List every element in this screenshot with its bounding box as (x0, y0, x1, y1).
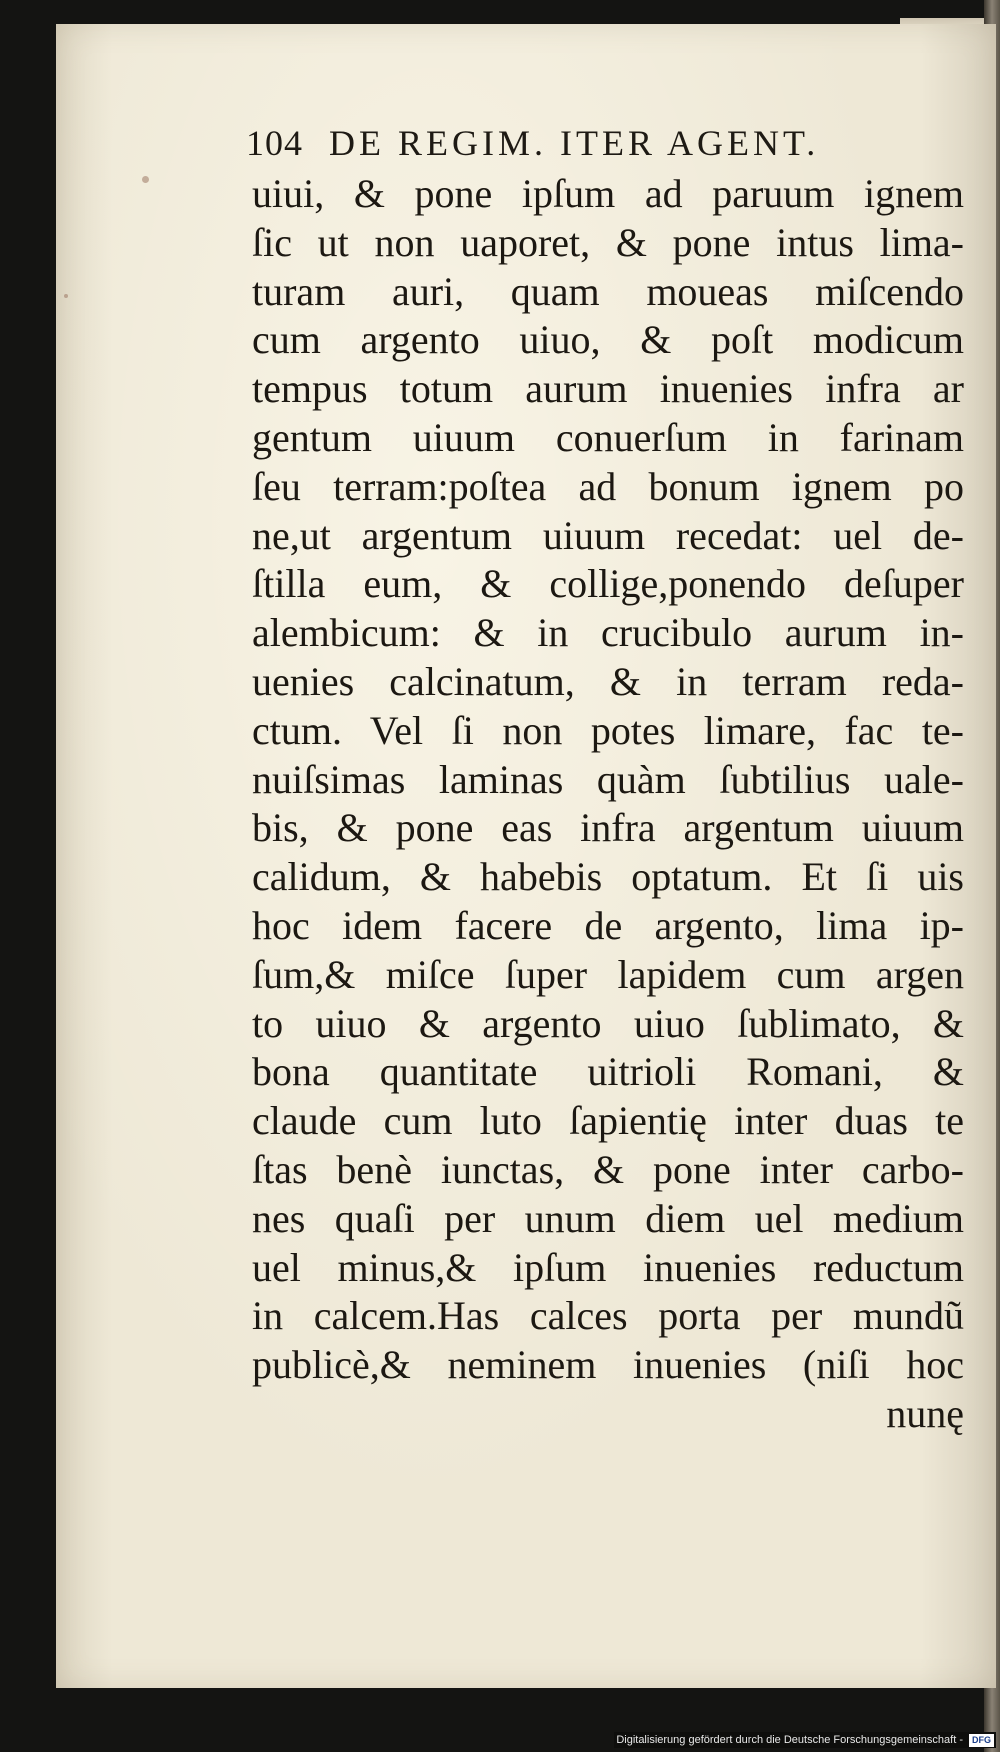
body-text (252, 170, 964, 1439)
text-line: ſum,& miſce ſuper lapidem cum argen (252, 951, 964, 997)
text-line: ſic ut non uaporet, & pone intus lima- (252, 219, 964, 265)
text-line: hoc idem facere de argento, lima ip- (252, 902, 964, 948)
text-line: to uiuo & argento uiuo ſublimato, & (252, 1000, 964, 1046)
text-line: turam auri, quam moueas miſcendo (252, 268, 964, 314)
text-line: calidum, & habebis optatum. Et ſi uis (252, 854, 964, 900)
running-title: DE REGIM. ITER AGENT. (329, 123, 820, 163)
text-line: publicè,& neminem inuenies (niſi hoc (252, 1342, 964, 1388)
text-line: ſtas benè iunctas, & pone inter carbo- (252, 1146, 964, 1192)
page-number: 104 (246, 123, 303, 163)
text-line: uiui, & pone ipſum ad paruum ignem (252, 171, 964, 216)
text-line: cum argento uiuo, & poſt modicum (252, 317, 964, 363)
credit-text: Digitalisierung gefördert durch die Deutsche Forschungsgemeinschaft - (616, 1734, 963, 1746)
text-line: ctum. Vel ſi non potes limare, fac te- (252, 707, 964, 753)
catchword: nunę (886, 1390, 964, 1436)
text-line: bis, & pone eas infra argentum uiuum (252, 805, 964, 851)
text-line: uenies calcinatum, & in terram reda- (252, 658, 964, 704)
dfg-logo: DFG (969, 1734, 994, 1747)
text-line: alembicum: & in crucibulo aurum in- (252, 610, 964, 656)
text-line: uel minus,& ipſum inuenies reductum (252, 1244, 964, 1290)
text-line: in calcem.Has calces porta per mundũ (252, 1293, 964, 1339)
page-blemish (64, 294, 68, 298)
text-line: bona quantitate uitrioli Romani, & (252, 1049, 964, 1095)
text-line: claude cum luto ſapientię inter duas te (252, 1098, 964, 1144)
text-line: ſeu terram:poſtea ad bonum ignem po (252, 463, 964, 509)
text-line: nuiſsimas laminas quàm ſubtilius uale- (252, 756, 964, 802)
text-line: ſtilla eum, & collige,ponendo deſuper (252, 561, 964, 607)
text-line: gentum uiuum conuerſum in farinam (252, 414, 964, 460)
digitization-credit (614, 1732, 996, 1748)
text-line: nes quaſi per unum diem uel medium (252, 1195, 964, 1241)
text-line: ne,ut argentum uiuum recedat: uel de- (252, 512, 964, 558)
text-line: tempus totum aurum inuenies infra ar (252, 366, 964, 412)
running-header (246, 122, 926, 172)
page-blemish (142, 176, 149, 183)
